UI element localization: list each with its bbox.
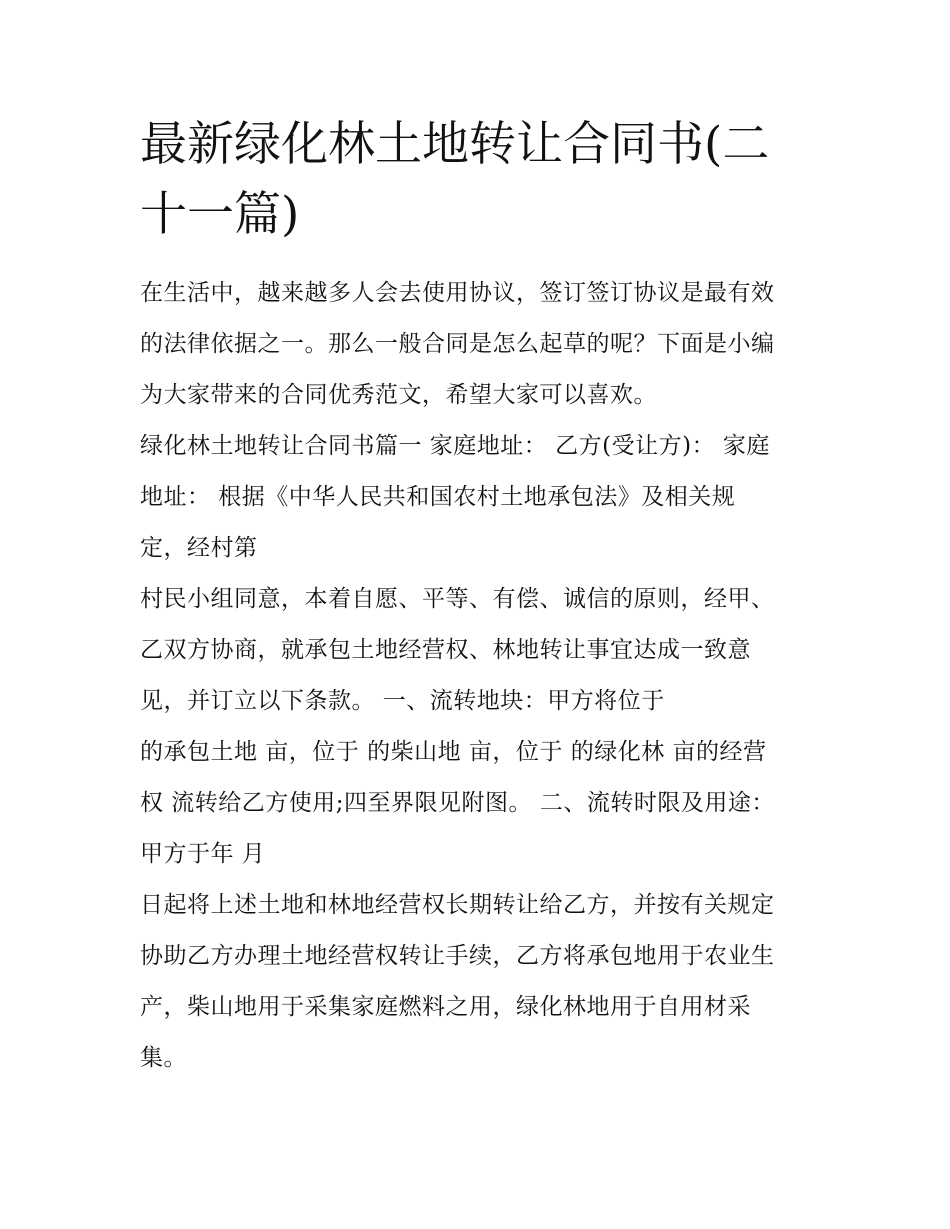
- title-line: 最新绿化林土地转让合同书(二: [140, 117, 770, 172]
- title-line: 十一篇): [140, 187, 300, 242]
- text-line: 为大家带来的合同优秀范文，希望大家可以喜欢。: [140, 382, 657, 408]
- paragraph-intro: [140, 268, 816, 421]
- document-content: [140, 110, 816, 1084]
- text-line: 权 流转给乙方使用;四至界限见附图。 二、流转时限及用途：: [140, 790, 775, 816]
- text-line: 定，经村第: [140, 535, 258, 561]
- text-line: 日起将上述土地和林地经营权长期转让给乙方，并按有关规定: [140, 892, 775, 918]
- text-line: 村民小组同意，本着自愿、平等、有偿、诚信的原则，经甲、: [140, 586, 775, 612]
- text-line: 甲方于年 月: [140, 841, 266, 867]
- document-body: [140, 268, 816, 1084]
- text-line: 协助乙方办理土地经营权转让手续，乙方将承包地用于农业生: [140, 943, 775, 969]
- text-line: 地址： 根据《中华人民共和国农村土地承包法》及相关规: [140, 484, 736, 510]
- text-line: 乙双方协商，就承包土地经营权、林地转让事宜达成一致意: [140, 637, 751, 663]
- text-line: 的法律依据之一。那么一般合同是怎么起草的呢？下面是小编: [140, 331, 775, 357]
- paragraph-transfer-terms: [140, 880, 816, 1084]
- paragraph-agreement: [140, 574, 816, 727]
- document-title: [140, 110, 816, 250]
- text-line: 在生活中，越来越多人会去使用协议，签订签订协议是最有效: [140, 280, 775, 306]
- text-line: 产，柴山地用于采集家庭燃料之用，绿化林地用于自用材采: [140, 994, 751, 1020]
- paragraph-land-parcel: [140, 727, 816, 880]
- text-line: 绿化林土地转让合同书篇一 家庭地址： 乙方(受让方)： 家庭: [140, 433, 770, 459]
- paragraph-parties: [140, 421, 816, 574]
- text-line: 集。: [140, 1045, 187, 1071]
- text-line: 的承包土地 亩，位于 的柴山地 亩，位于 的绿化林 亩的经营: [140, 739, 767, 765]
- text-line: 见，并订立以下条款。 一、流转地块：甲方将位于: [140, 688, 665, 714]
